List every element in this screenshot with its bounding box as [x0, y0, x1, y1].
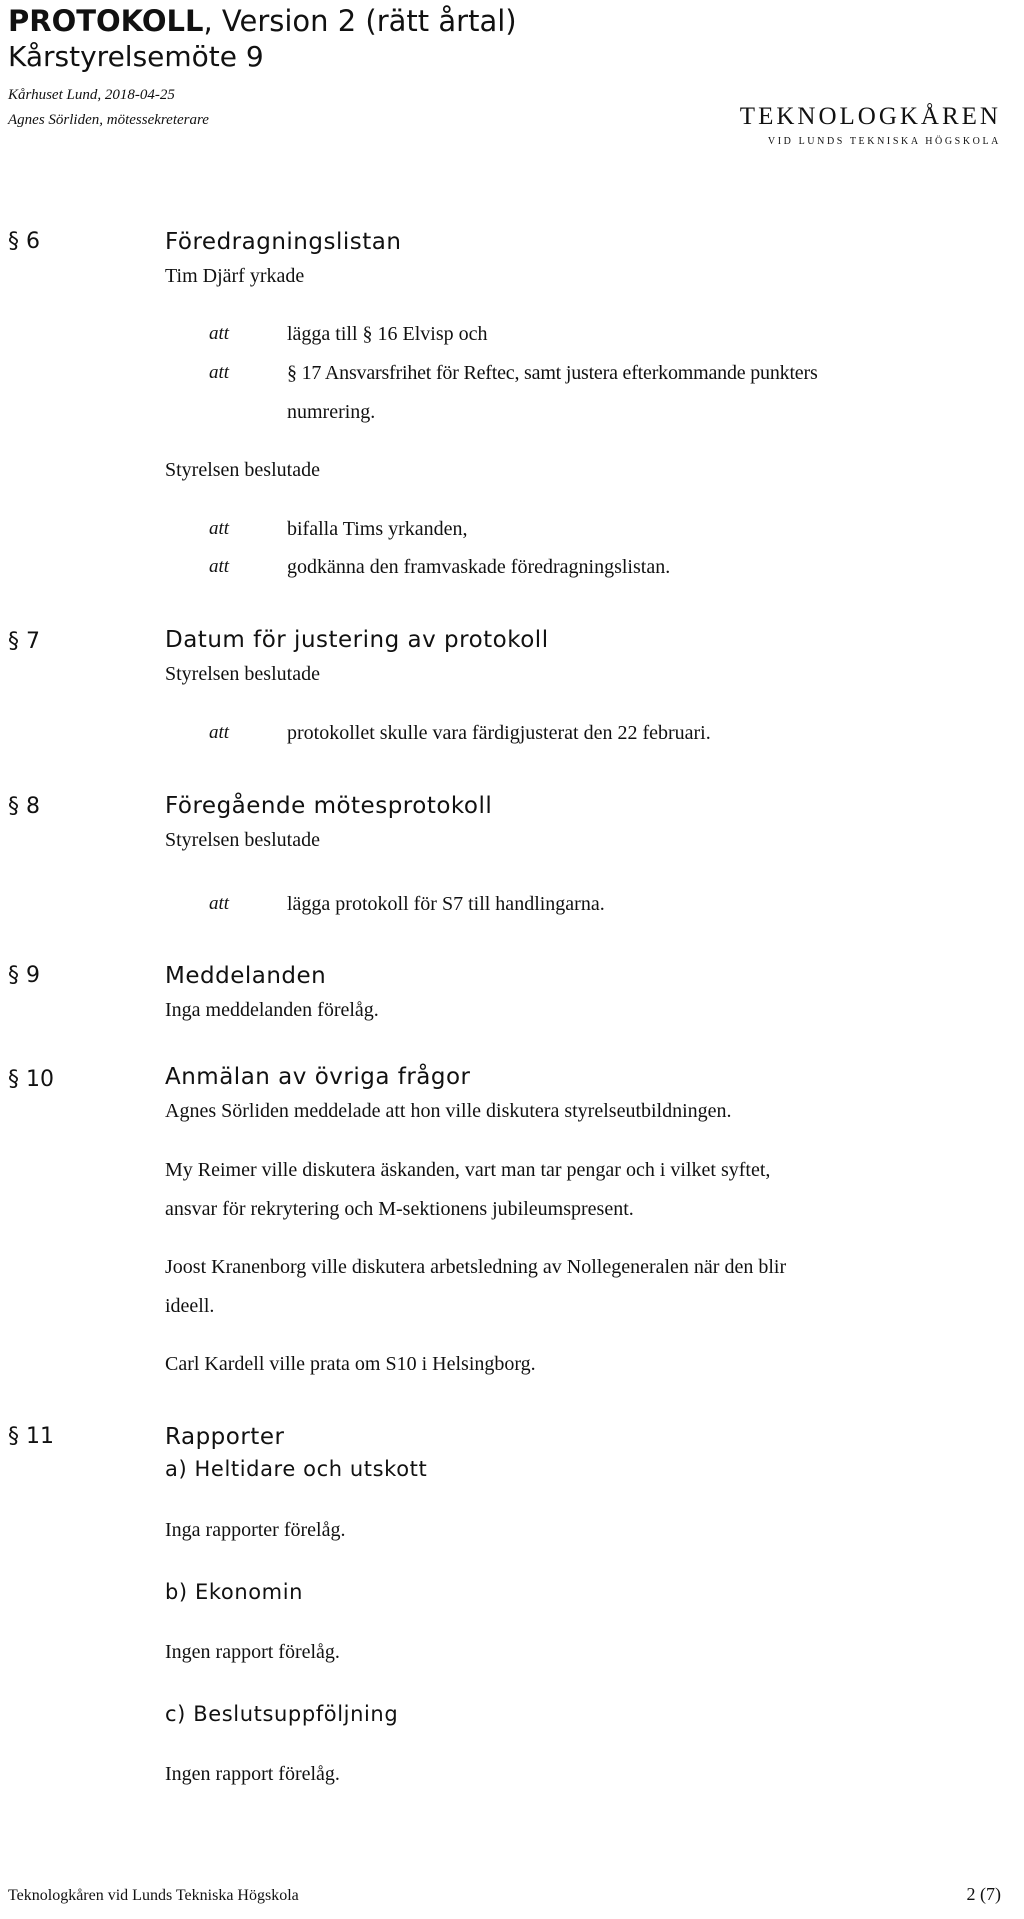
- section-paragraph: ansvar för rekrytering och M-sektionens jubileumspresent.: [165, 1198, 634, 1220]
- footer-organization: Teknologkåren vid Lunds Tekniska Högskola: [8, 1887, 299, 1904]
- section-number: § 8: [8, 794, 40, 819]
- att-label: att: [209, 893, 230, 914]
- subsection-heading: c) Beslutsuppföljning: [165, 1702, 399, 1726]
- document-title: [8, 4, 517, 38]
- att-text: numrering.: [287, 401, 376, 423]
- att-label: att: [209, 518, 230, 539]
- section-paragraph: ideell.: [165, 1295, 215, 1317]
- att-text: bifalla Tims yrkanden,: [287, 518, 468, 540]
- document-subtitle: Kårstyrelsemöte 9: [8, 40, 264, 73]
- section-paragraph: Joost Kranenborg ville diskutera arbetsledning av Nollegeneralen när den blir: [165, 1256, 787, 1278]
- meta-secretary: Agnes Sörliden, mötessekreterare: [8, 112, 209, 128]
- att-label: att: [209, 323, 230, 344]
- section-heading: Föregående mötesprotokoll: [165, 793, 493, 819]
- subsection-heading: b) Ekonomin: [165, 1580, 304, 1604]
- att-text: lägga till § 16 Elvisp och: [287, 323, 488, 345]
- section-paragraph: My Reimer ville diskutera äskanden, vart man tar pengar och i vilket syftet,: [165, 1159, 771, 1181]
- subsection-text: Inga rapporter förelåg.: [165, 1519, 346, 1541]
- page-number: 2 (7): [966, 1884, 1001, 1904]
- subsection-text: Ingen rapport förelåg.: [165, 1641, 340, 1663]
- section-heading: Meddelanden: [165, 963, 327, 989]
- att-label: att: [209, 362, 230, 383]
- section-intro: Tim Djärf yrkade: [165, 265, 305, 287]
- decision-intro: Styrelsen beslutade: [165, 663, 320, 685]
- section-number: § 11: [8, 1424, 54, 1449]
- decision-intro: Styrelsen beslutade: [165, 459, 320, 481]
- section-heading: Rapporter: [165, 1424, 285, 1450]
- att-label: att: [209, 722, 230, 743]
- section-number: § 7: [8, 629, 40, 654]
- section-paragraph: Carl Kardell ville prata om S10 i Helsingborg.: [165, 1353, 536, 1375]
- att-label: att: [209, 556, 230, 577]
- section-number: § 10: [8, 1067, 54, 1092]
- decision-intro: Styrelsen beslutade: [165, 829, 320, 851]
- att-text: lägga protokoll för S7 till handlingarna.: [287, 893, 605, 915]
- org-logo-subtitle: VID LUNDS TEKNISKA HÖGSKOLA: [767, 136, 1001, 147]
- title-rest: , Version 2 (rätt årtal): [203, 4, 517, 38]
- section-text: Inga meddelanden förelåg.: [165, 999, 379, 1021]
- subsection-text: Ingen rapport förelåg.: [165, 1763, 340, 1785]
- section-number: § 9: [8, 963, 40, 988]
- section-heading: Anmälan av övriga frågor: [165, 1064, 471, 1090]
- section-number: § 6: [8, 229, 40, 254]
- title-bold: PROTOKOLL: [8, 4, 204, 38]
- section-heading: Föredragningslistan: [165, 229, 402, 255]
- section-heading: Datum för justering av protokoll: [165, 627, 549, 653]
- subsection-heading: a) Heltidare och utskott: [165, 1457, 428, 1481]
- att-text: godkänna den framvaskade föredragningslistan.: [287, 556, 671, 578]
- section-paragraph: Agnes Sörliden meddelade att hon ville diskutera styrelseutbildningen.: [165, 1100, 732, 1122]
- meta-place-date: Kårhuset Lund, 2018-04-25: [8, 87, 175, 103]
- att-text: § 17 Ansvarsfrihet för Reftec, samt justera efterkommande punkters: [287, 362, 818, 384]
- att-text: protokollet skulle vara färdigjusterat den 22 februari.: [287, 722, 711, 744]
- org-logo-name: TEKNOLOGKÅREN: [739, 103, 1001, 130]
